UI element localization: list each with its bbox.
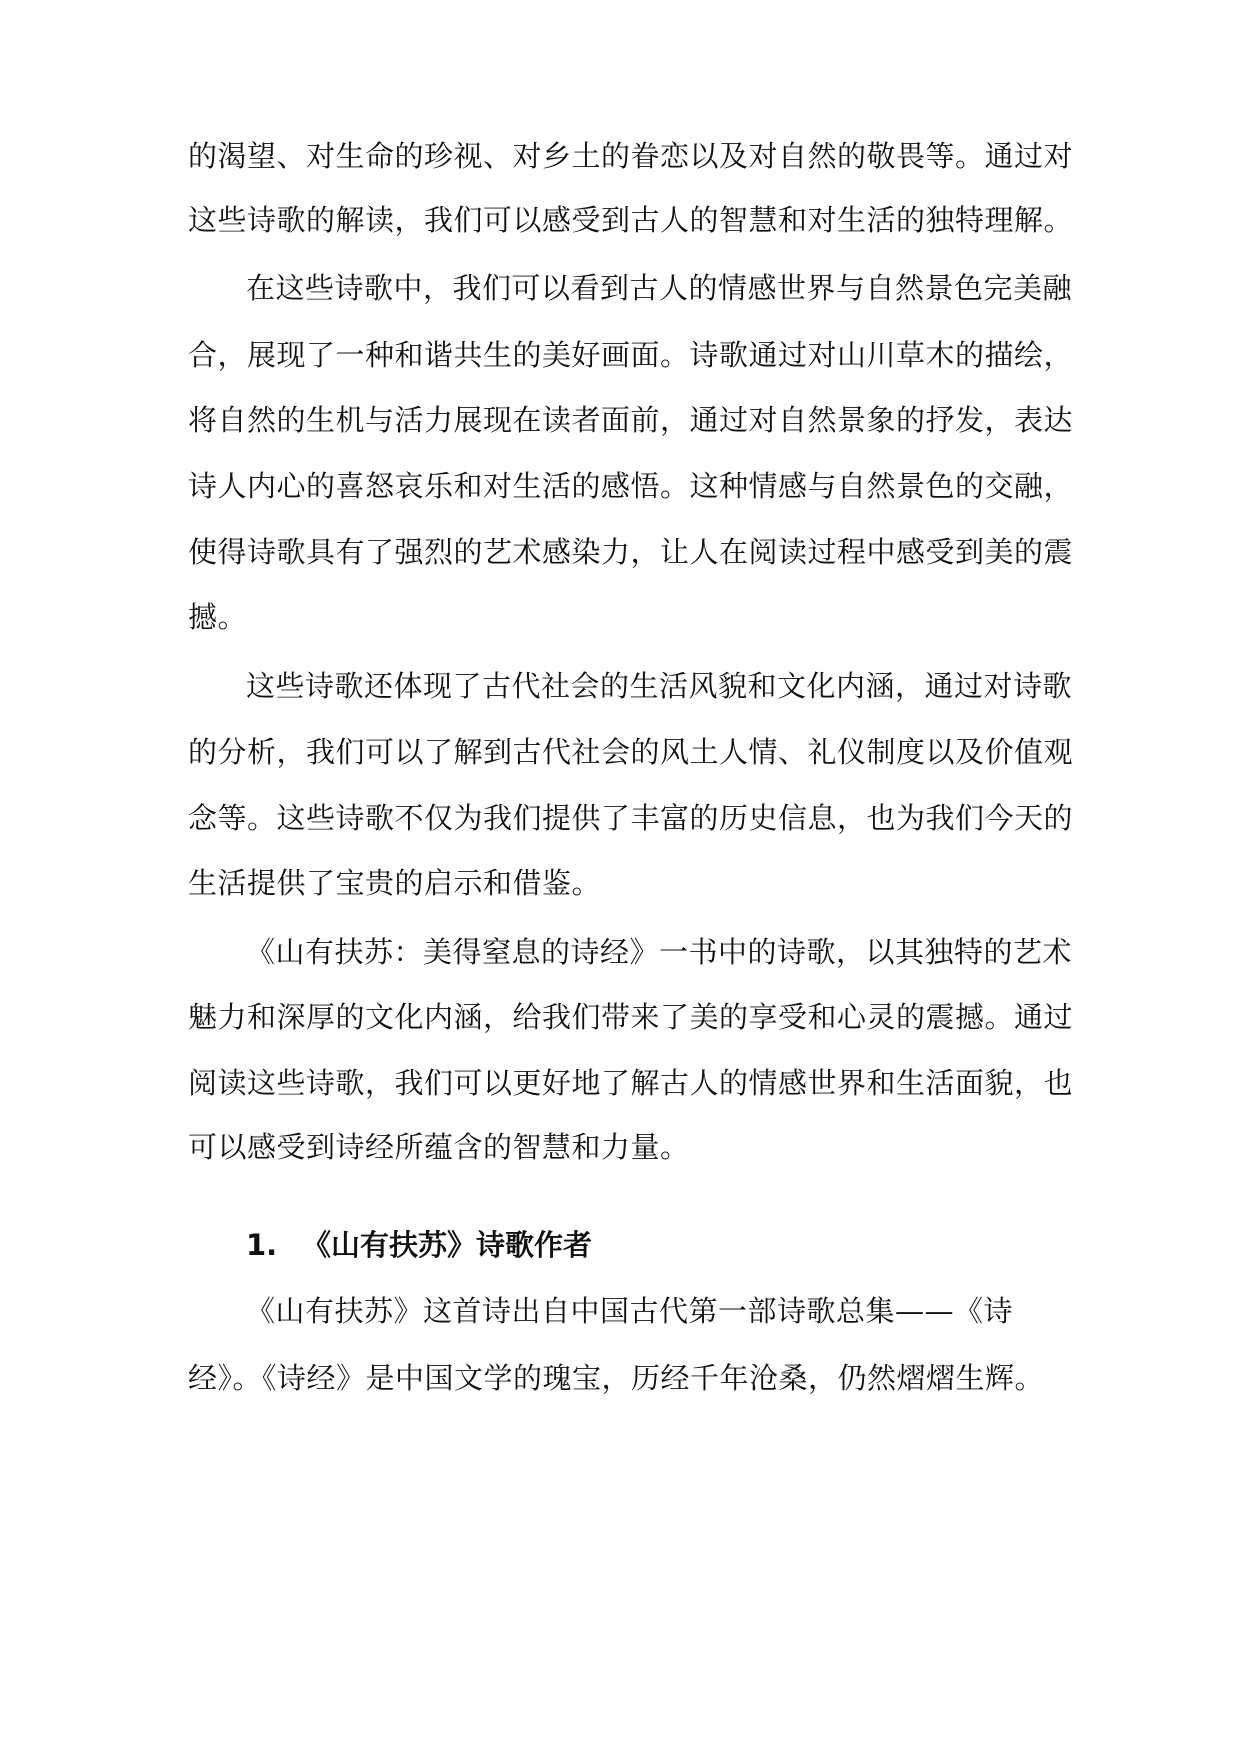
section-heading: [246, 1225, 592, 1265]
paragraph-line: 阅读这些诗歌，我们可以更好地了解古人的情感世界和生活面貌，也: [188, 1066, 1074, 1100]
paragraph-line: 将自然的生机与活力展现在读者面前，通过对自然景象的抒发，表达: [188, 403, 1074, 437]
paragraph-line: 《山有扶苏：美得窒息的诗经》一书中的诗歌，以其独特的艺术: [246, 935, 1073, 969]
section-number: 1.: [246, 1228, 278, 1262]
paragraph-line: 经》。《诗经》是中国文学的瑰宝，历经千年沧桑，仍然熠熠生辉。: [188, 1361, 1045, 1395]
paragraph-line: 《山有扶苏》这首诗出自中国古代第一部诗歌总集——《诗: [246, 1294, 1014, 1328]
section-title: 《山有扶苏》诗歌作者: [302, 1228, 593, 1262]
paragraph-line: 在这些诗歌中，我们可以看到古人的情感世界与自然景色完美融: [246, 271, 1073, 305]
paragraph-line: 的分析，我们可以了解到古代社会的风土人情、礼仪制度以及价值观: [188, 735, 1074, 769]
paragraph-line: 撼。: [188, 600, 248, 634]
paragraph-line: 魅力和深厚的文化内涵，给我们带来了美的享受和心灵的震撼。通过: [188, 1000, 1074, 1034]
paragraph-line: 使得诗歌具有了强烈的艺术感染力，让人在阅读过程中感受到美的震: [188, 535, 1074, 569]
paragraph-line: 可以感受到诗经所蕴含的智慧和力量。: [188, 1130, 690, 1164]
paragraph-line: 合，展现了一种和谐共生的美好画面。诗歌通过对山川草木的描绘，: [188, 338, 1074, 372]
paragraph-line: 诗人内心的喜怒哀乐和对生活的感悟。这种情感与自然景色的交融，: [188, 469, 1074, 503]
paragraph-line: 的渴望、对生命的珍视、对乡土的眷恋以及对自然的敬畏等。通过对: [188, 139, 1074, 173]
paragraph-line: 这些诗歌的解读，我们可以感受到古人的智慧和对生活的独特理解。: [188, 203, 1074, 237]
paragraph-line: 念等。这些诗歌不仅为我们提供了丰富的历史信息，也为我们今天的: [188, 801, 1074, 835]
paragraph-line: 这些诗歌还体现了古代社会的生活风貌和文化内涵，通过对诗歌: [246, 669, 1073, 703]
paragraph-line: 生活提供了宝贵的启示和借鉴。: [188, 866, 602, 900]
